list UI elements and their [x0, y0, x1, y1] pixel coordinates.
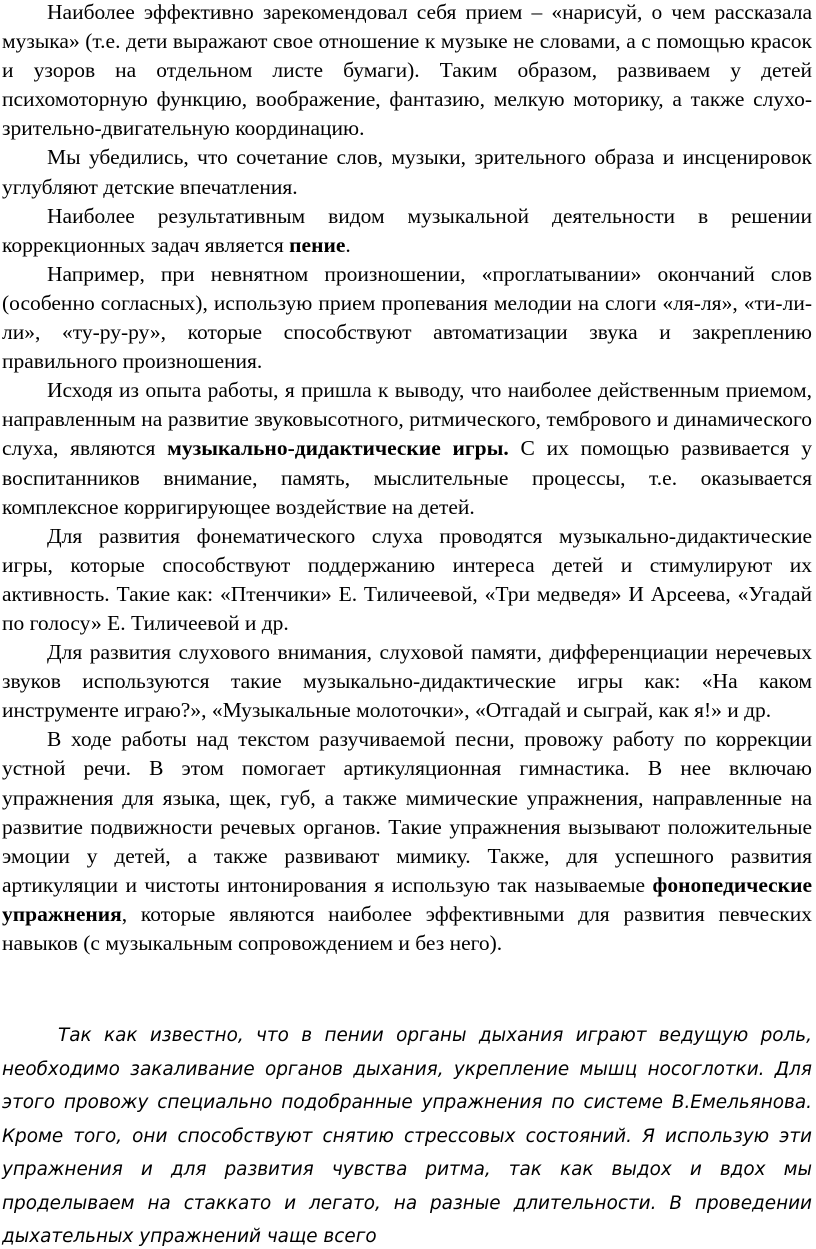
bold-term-singing: пение: [289, 232, 346, 257]
paragraph-text-end: , которые являются наиболее эффективными для развития певческих навыков (с музыкальным сопровождением и без него).: [2, 901, 812, 955]
paragraph-text: Наиболее результативным видом музыкальной деятельности в решении коррекционных задач является: [2, 203, 812, 257]
paragraph-auditory-attention: [2, 638, 812, 725]
paragraph-text: Мы убедились, что сочетание слов, музыки, зрительного образа и инсценировок углубляют детские впечатления.: [2, 145, 812, 199]
paragraph-breathing: Так как известно, что в пении органы дыхания играют ведущую роль, необходимо закаливание органов дыхания, укрепление мышц носоглотки. Для этого провожу специально подобранные упражнения по системе В.Емельянова. Кроме того, они способствуют снятию стрессовых состояний. Я использую эти упражнения и для развития чувства ритма, так как выдох и вдох мы проделываем на стаккато и легато, на разные длительности. В проведении дыхательных упражнений чаще всего: [2, 1025, 812, 1247]
paragraph-didactic-games: [2, 376, 812, 521]
paragraph-pronunciation: [2, 260, 812, 376]
paragraph-singing: [2, 202, 812, 260]
paragraph-impressions: [2, 143, 812, 201]
paragraph-text: Для развития фонематического слуха проводятся музыкально-дидактические игры, которые способствуют поддержанию интереса детей и стимулируют их активность. Такие как: «Птенчики» Е. Тиличеевой, «Три медведя» И Арсеева, «Угадай по голосу» Е. Тиличеевой и др.: [2, 523, 812, 635]
paragraph-text: Исходя из опыта работы, я пришла к выводу, что наиболее действенным приемом, направленным на развитие звуковысотного, ритмического, тембрового и динамического слуха, являются: [2, 378, 812, 461]
paragraph-text: Наиболее эффективно зарекомендовал себя прием – «нарисуй, о чем рассказала музыка» (т.е. дети выражают свое отношение к музыке не словами, а с помощью красок и узоров на отдельном листе бумаги). Таким образом, развиваем у детей психомоторную функцию, воображение, фантазию, мелкую моторику, а также слухо-зрительно-двигательную координацию.: [2, 0, 812, 141]
italic-block: [2, 1019, 812, 1249]
paragraph-text: В ходе работы над текстом разучиваемой песни, провожу работу по коррекции устной речи. В этом помогает артикуляционная гимнастика. В нее включаю упражнения для языка, щек, губ, а также мимические упражнения, направленные на развитие подвижности речевых органов. Такие упражнения вызывают положительные эмоции у детей, а также развивают мимику. Также, для успешного развития артикуляции и чистоты интонирования я использую так называемые: [2, 727, 812, 897]
paragraph-text: Например, при невнятном произношении, «проглатывании» окончаний слов (особенно согласных), использую прием пропевания мелодии на слоги «ля-ля», «ти-ли-ли», «ту-ру-ру», которые способствуют автоматизации звука и закреплению правильного произношения.: [2, 261, 812, 374]
bold-term-phonopedic: фонопедические упражнения: [2, 872, 812, 926]
paragraph-phonematic-hearing: [2, 522, 812, 638]
paragraph-draw-music: [2, 0, 812, 143]
body-text: [2, 0, 812, 958]
paragraph-text-end: .: [345, 232, 351, 257]
paragraph-text-end: С их помощью развивается у воспитанников внимание, память, мыслительные процессы, т.е. оказывается комплексное корригирующее воздействие на детей.: [2, 436, 812, 519]
paragraph-text: Для развития слухового внимания, слуховой памяти, дифференциации неречевых звуков используются такие музыкально-дидактические игры как: «На каком инструменте играю?», «Музыкальные молоточки», «Отгадай и сыграй, как я!» и др.: [2, 640, 812, 723]
bold-term-didactic-games: музыкально-дидактические игры.: [167, 436, 509, 461]
paragraph-articulation: [2, 725, 812, 958]
